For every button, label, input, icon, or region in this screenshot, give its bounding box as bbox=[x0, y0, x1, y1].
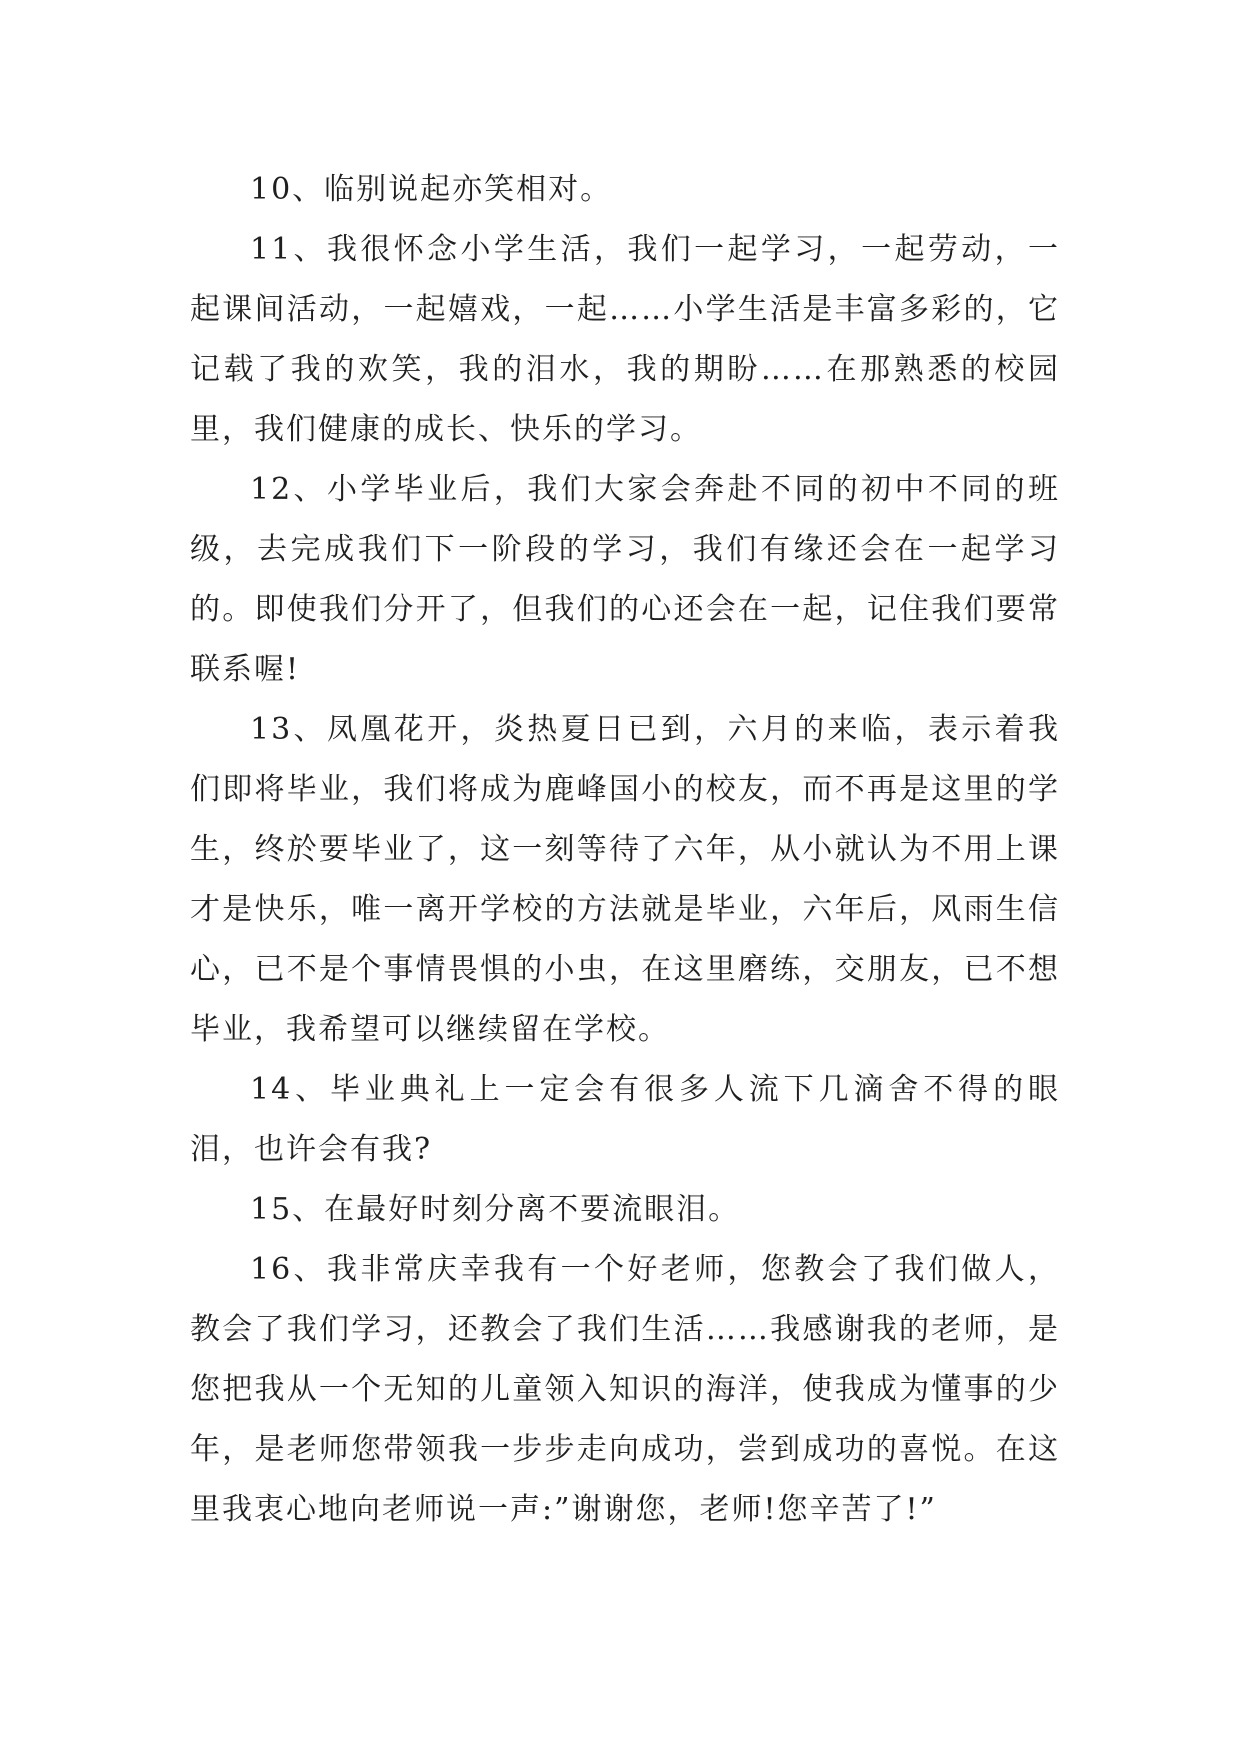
paragraph-12: 12、小学毕业后，我们大家会奔赴不同的初中不同的班级，去完成我们下一阶段的学习，我们有缘还会在一起学习的。即使我们分开了，但我们的心还会在一起，记住我们要常联系喔! bbox=[190, 472, 1060, 687]
document-body bbox=[190, 160, 1060, 1540]
paragraph-11: 11、我很怀念小学生活，我们一起学习，一起劳动，一起课间活动，一起嬉戏，一起……小学生活是丰富多彩的，它记载了我的欢笑，我的泪水，我的期盼……在那熟悉的校园里，我们健康的成长、快乐的学习。 bbox=[190, 232, 1060, 447]
paragraph-15: 15、在最好时刻分离不要流眼泪。 bbox=[250, 1192, 741, 1227]
paragraph-13: 13、凤凰花开，炎热夏日已到，六月的来临，表示着我们即将毕业，我们将成为鹿峰国小的校友，而不再是这里的学生，终於要毕业了，这一刻等待了六年，从小就认为不用上课才是快乐，唯一离开学校的方法就是毕业，六年后，风雨生信心，已不是个事情畏惧的小虫，在这里磨练，交朋友，已不想毕业，我希望可以继续留在学校。 bbox=[190, 712, 1060, 1047]
paragraph-16: 16、我非常庆幸我有一个好老师，您教会了我们做人，教会了我们学习，还教会了我们生活……我感谢我的老师，是您把我从一个无知的儿童领入知识的海洋，使我成为懂事的少年，是老师您带领我一步步走向成功，尝到成功的喜悦。在这里我衷心地向老师说一声:”谢谢您，老师!您辛苦了!” bbox=[190, 1252, 1060, 1527]
paragraph-10: 10、临别说起亦笑相对。 bbox=[250, 172, 613, 207]
paragraph-14: 14、毕业典礼上一定会有很多人流下几滴舍不得的眼泪，也许会有我? bbox=[190, 1072, 1060, 1167]
